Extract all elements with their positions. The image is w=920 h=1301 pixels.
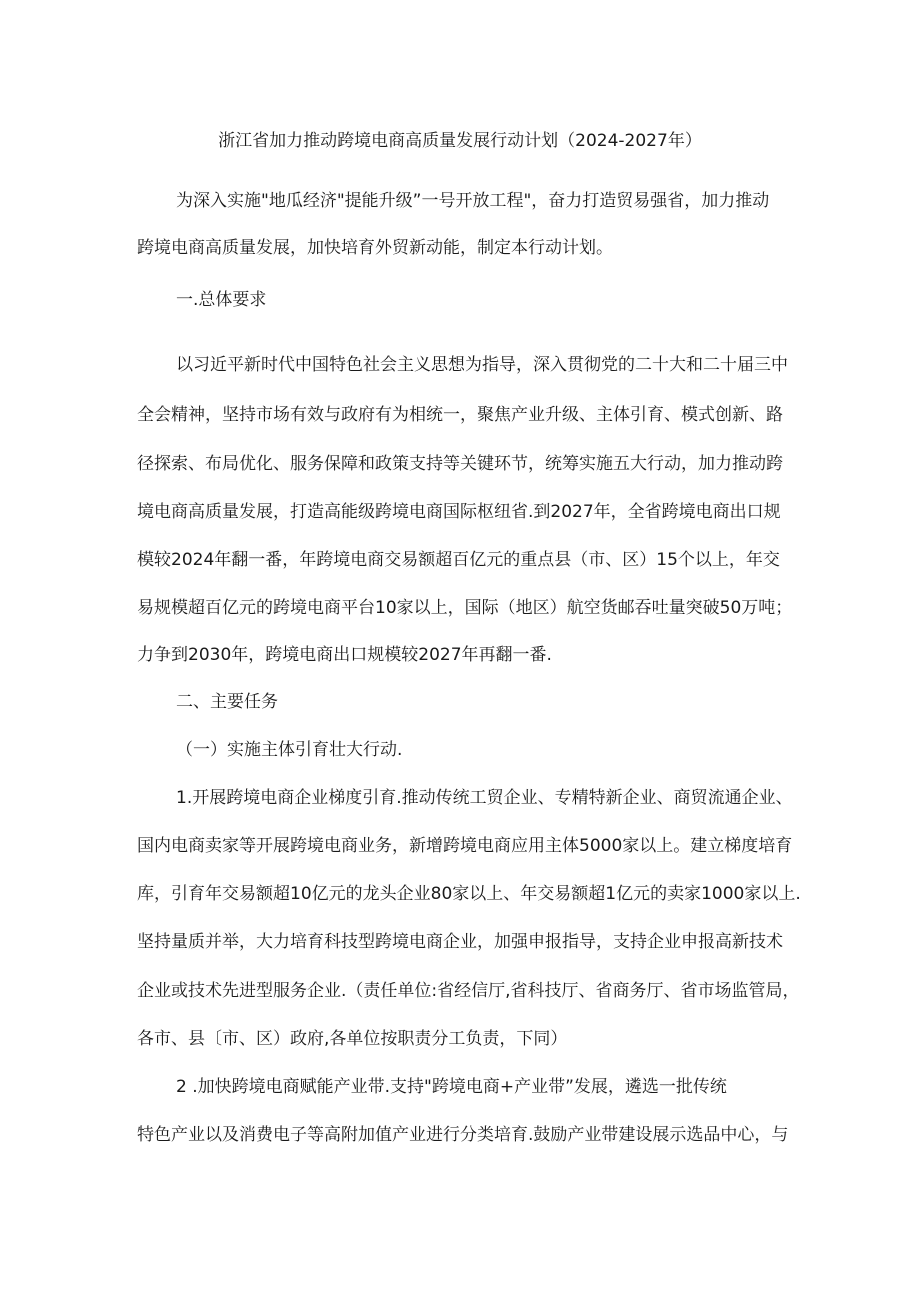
intro-line-2: 跨境电商高质量发展，加快培育外贸新动能，制定本行动计划。 <box>137 238 613 258</box>
item1-line-4: 坚持量质并举，大力培育科技型跨境电商企业，加强申报指导，支持企业申报高新技术 <box>137 932 783 952</box>
section1-line-6: 易规模超百亿元的跨境电商平台10家以上，国际（地区）航空货邮吞吐量突破50万吨； <box>137 598 793 618</box>
section1-line-7: 力争到2030年，跨境电商出口规模较2027年再翻一番. <box>137 645 552 665</box>
intro-line-1: 为深入实施"地瓜经济"提能升级”一号开放工程"，奋力打造贸易强省，加力推动 <box>176 191 770 211</box>
section1-line-1: 以习近平新时代中国特色社会主义思想为指导，深入贯彻党的二十大和二十届三中 <box>176 355 788 375</box>
item2-line-2: 特色产业以及消费电子等高附加值产业进行分类培育.鼓励产业带建设展示选品中心，与 <box>137 1125 789 1145</box>
item1-line-3: 库，引育年交易额超10亿元的龙头企业80家以上、年交易额超1亿元的卖家1000家以上. <box>137 884 801 904</box>
item1-line-5: 企业或技术先进型服务企业.（责任单位:省经信厅,省科技厅、省商务厅、省市场监管局， <box>137 981 800 1001</box>
item1-line-1: 1.开展跨境电商企业梯度引育.推动传统工贸企业、专精特新企业、商贸流通企业、 <box>176 788 793 808</box>
section-heading-general-requirements: 一.总体要求 <box>176 290 267 310</box>
section-heading-main-tasks: 二、主要任务 <box>176 692 278 712</box>
section1-line-4: 境电商高质量发展，打造高能级跨境电商国际枢纽省.到2027年，全省跨境电商出口规 <box>137 502 781 522</box>
section1-line-5: 模较2024年翻一番，年跨境电商交易额超百亿元的重点县（市、区）15个以上，年交 <box>137 550 780 570</box>
subsection-heading-1: （一）实施主体引育壮大行动. <box>176 740 403 760</box>
document-title: 浙江省加力推动跨境电商高质量发展行动计划（2024-2027年） <box>218 131 702 151</box>
item1-line-2: 国内电商卖家等开展跨境电商业务，新增跨境电商应用主体5000家以上。建立梯度培育 <box>137 836 793 856</box>
item2-line-1: 2 .加快跨境电商赋能产业带.支持"跨境电商+产业带”发展，遴选一批传统 <box>176 1077 727 1097</box>
item1-line-6: 各市、县〔市、区）政府,各单位按职责分工负责，下同） <box>137 1029 568 1049</box>
section1-line-3: 径探索、布局优化、服务保障和政策支持等关键环节，统筹实施五大行动，加力推动跨 <box>137 454 783 474</box>
section1-line-2: 全会精神，坚持市场有效与政府有为相统一，聚焦产业升级、主体引育、模式创新、路 <box>137 405 783 425</box>
